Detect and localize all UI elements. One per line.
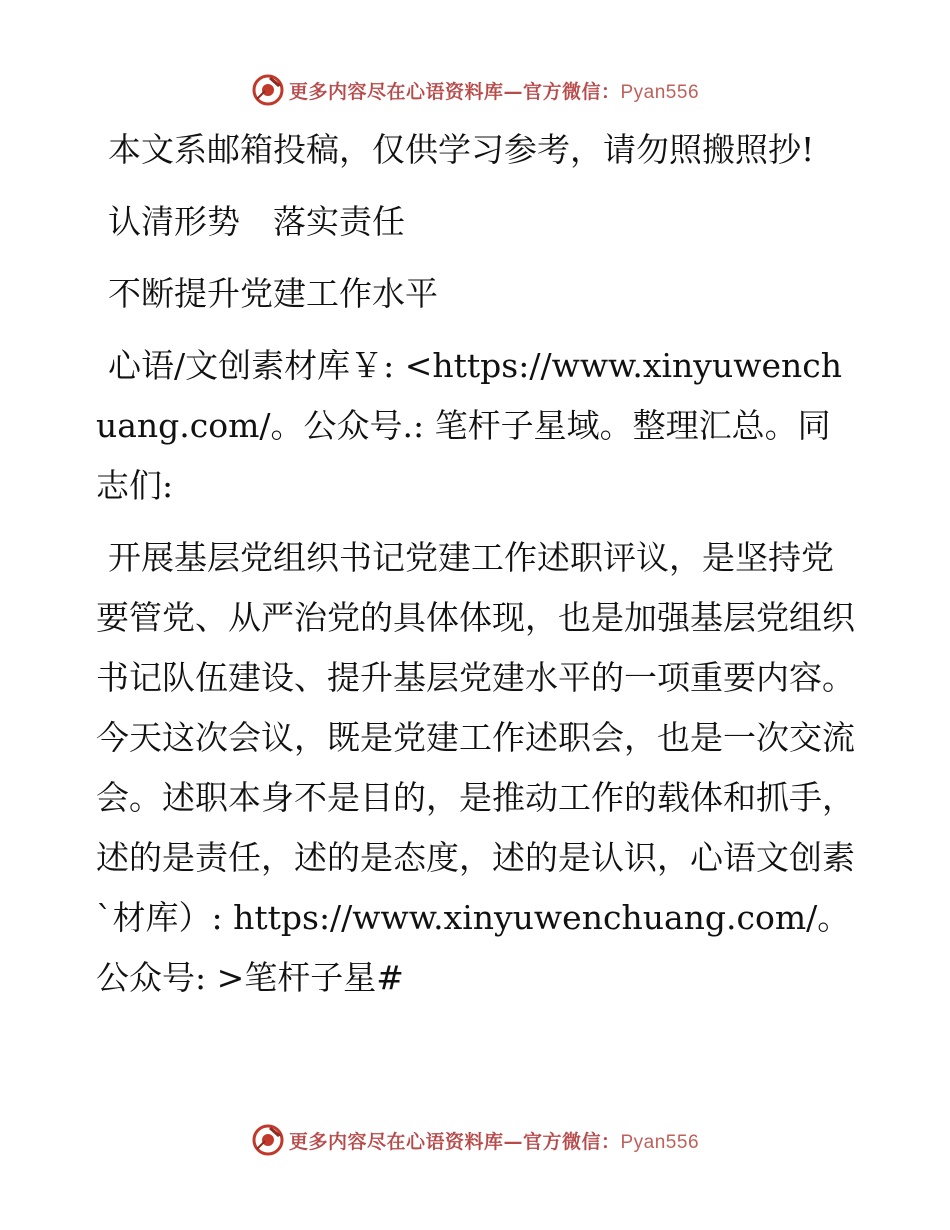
footer-watermark-banner xyxy=(0,1120,950,1160)
wechat-handle: Pyan556 xyxy=(620,1131,700,1153)
banner-text: 更多内容尽在心语资料库—官方微信：Pyan556 xyxy=(288,1130,700,1153)
brand-logo-icon xyxy=(251,1123,285,1157)
heading-line-2: 不断提升党建工作水平 xyxy=(108,274,438,313)
body-paragraph: 开展基层党组织书记党建工作述职评议，是坚持党要管党、从严治党的具体体现，也是加强基层党组织书记队伍建设、提升基层党建水平的一项重要内容。今天这次会议，既是党建工作述职会，也是一次交流会。述职本身不是目的，是推动工作的载体和抓手，述的是责任，述的是态度，述的是认识，心语文创素`材库）: https://www.xinyuwenchuang.com/。公众号: >笔杆子星# xyxy=(96,538,855,997)
wechat-handle: Pyan556 xyxy=(620,81,700,103)
source-note-paragraph: 心语/文创素材库￥: <https://www.xinyuwenchuang.com/。公众号.: 笔杆子星域。整理汇总。同志们: xyxy=(96,346,842,505)
heading-line-1: 认清形势 落实责任 xyxy=(108,202,405,241)
disclaimer-paragraph: 本文系邮箱投稿，仅供学习参考，请勿照搬照抄! xyxy=(108,130,815,169)
header-watermark-banner xyxy=(0,70,950,110)
banner-text: 更多内容尽在心语资料库—官方微信：Pyan556 xyxy=(288,80,700,103)
brand-logo-icon xyxy=(251,73,285,107)
document-body xyxy=(96,120,856,1020)
